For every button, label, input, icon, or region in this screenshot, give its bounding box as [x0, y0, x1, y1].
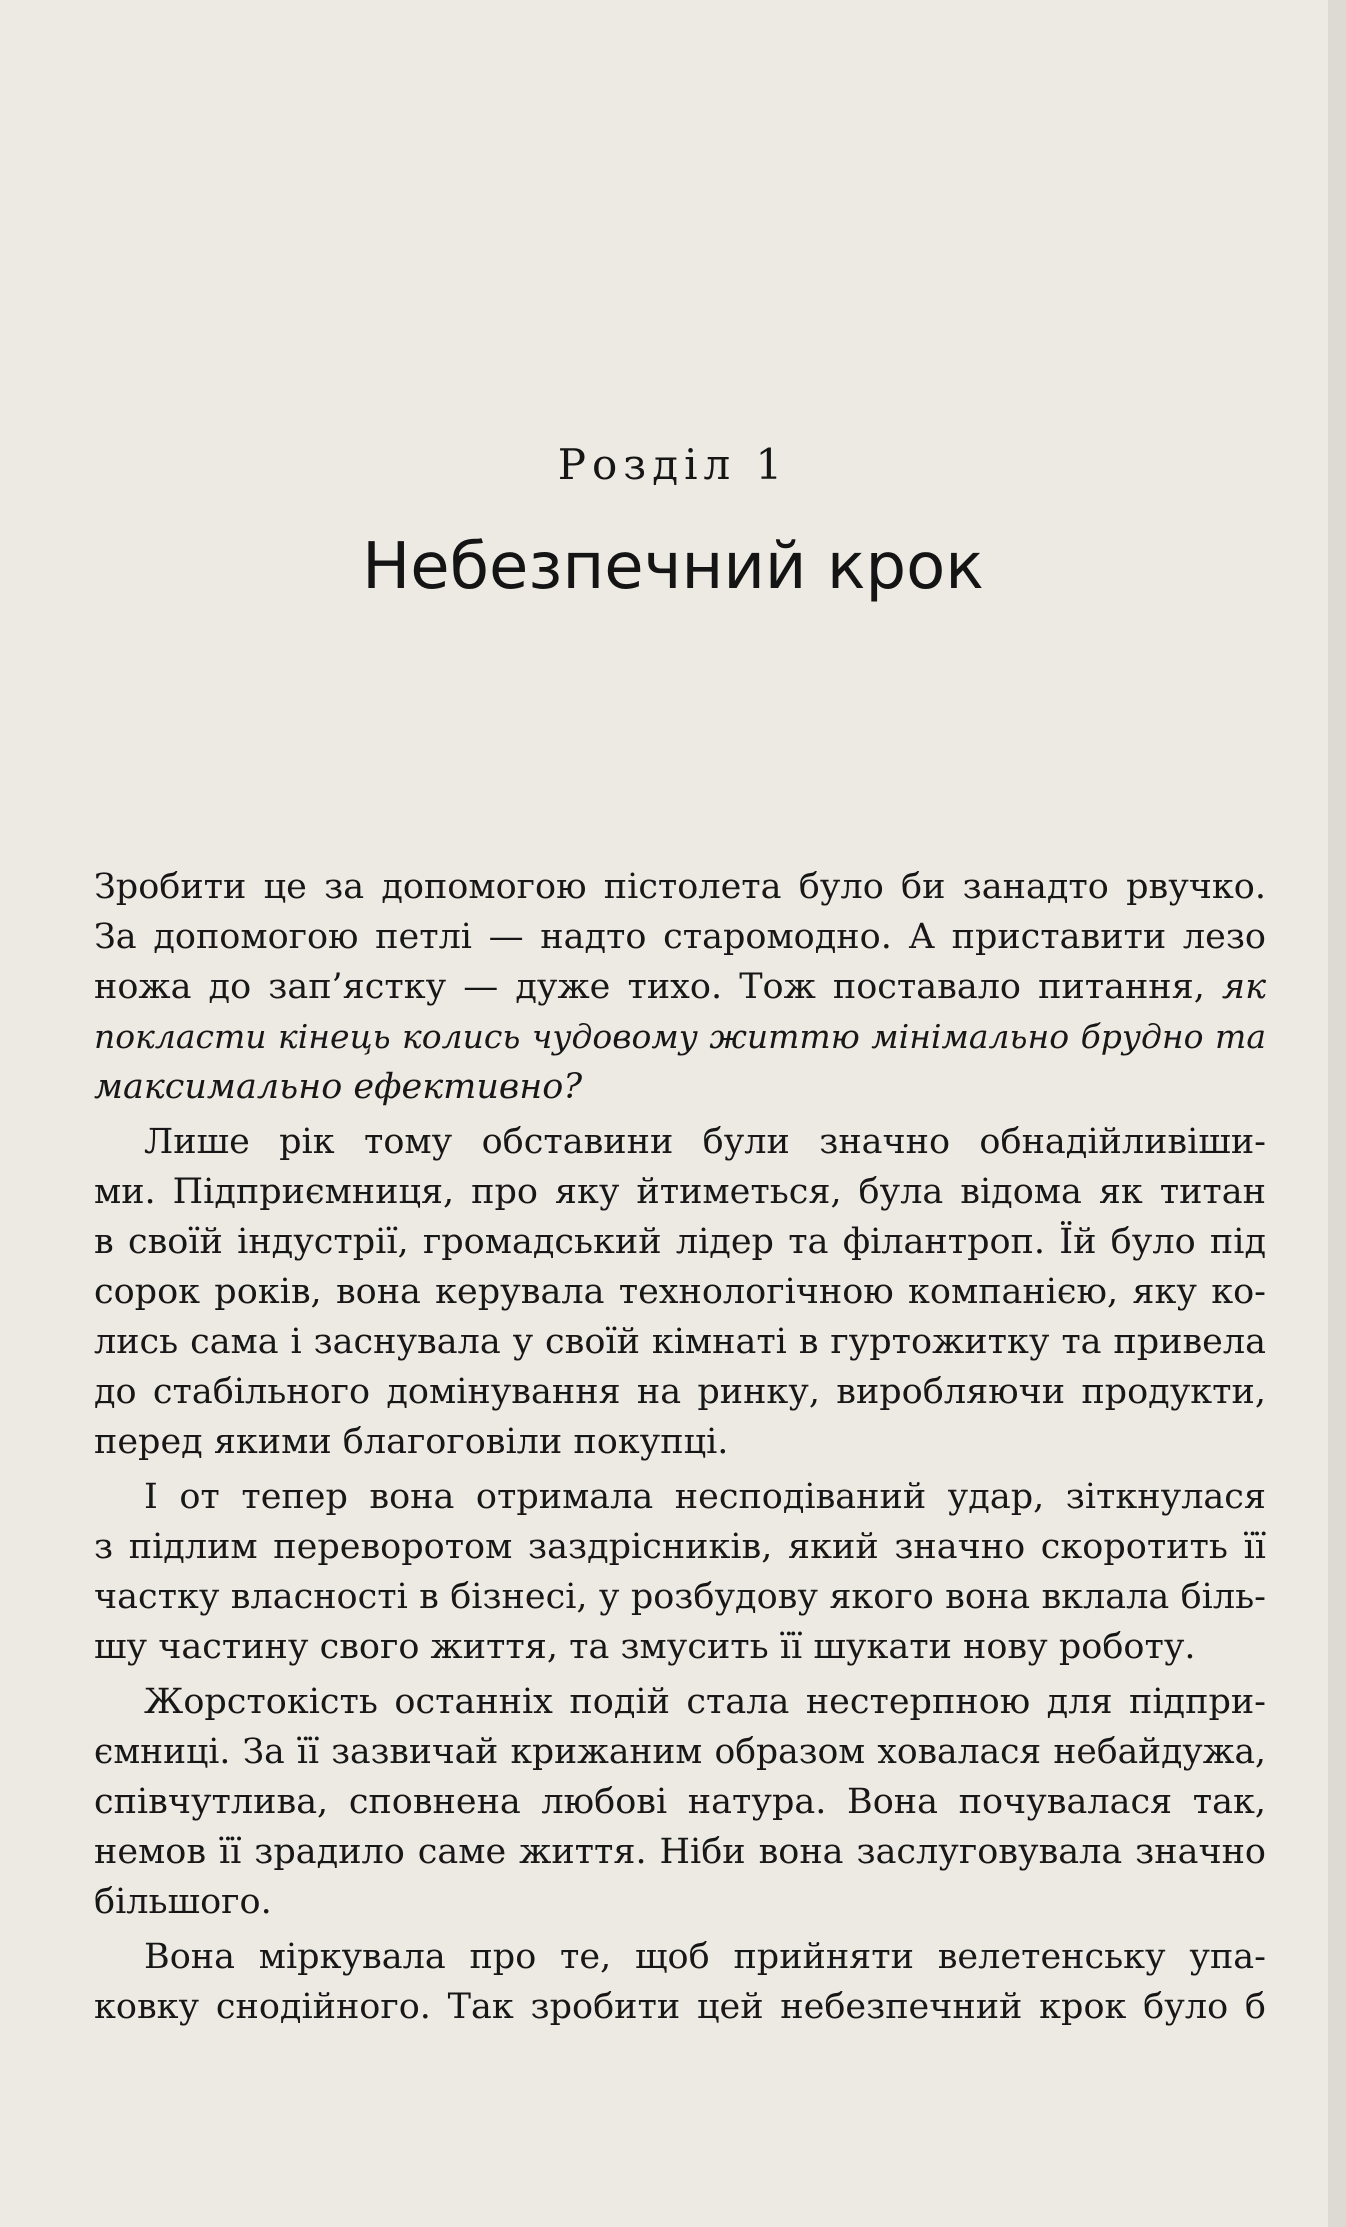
text-line: ємниці. За її зазвичай крижаним образом ховалася небайдужа,	[94, 1732, 1266, 1772]
text-line: шу частину свого життя, та змусить її шукати нову роботу.	[94, 1627, 1196, 1667]
text-line: Лише рік тому обставини були значно обнадійливіши-	[144, 1122, 1266, 1162]
text-line: Жорстокість останніх подій стала нестерпною для підпри-	[144, 1682, 1266, 1722]
text-line: немов її зрадило саме життя. Ніби вона заслуговувала значно	[94, 1832, 1266, 1872]
paragraph	[94, 1677, 1266, 1927]
text-line: сорок років, вона керувала технологічною компанією, яку ко-	[94, 1272, 1266, 1312]
text-line: з підлим переворотом заздрісників, який значно скоротить її	[94, 1527, 1266, 1567]
text-line: до стабільного домінування на ринку, виробляючи продукти,	[94, 1372, 1266, 1412]
text-line: частку власності в бізнесі, у розбудову якого вона вклала біль-	[94, 1577, 1266, 1617]
paragraph	[94, 1932, 1266, 2032]
text-line: перед якими благоговіли покупці.	[94, 1422, 729, 1462]
text-line: Вона міркувала про те, щоб прийняти велетенську упа-	[144, 1937, 1266, 1977]
text-line: За допомогою петлі — надто старомодно. А приставити лезо	[94, 917, 1266, 957]
text-line: ножа до зап’ястку — дуже тихо. Тож поставало питання, як	[94, 967, 1266, 1007]
text-line: ми. Підприємниця, про яку йтиметься, була відома як титан	[94, 1172, 1266, 1212]
text-line: в своїй індустрії, громадський лідер та філантроп. Їй було під	[94, 1222, 1266, 1262]
text-line: ковку снодійного. Так зробити цей небезпечний крок було б	[94, 1987, 1266, 2027]
paragraph	[94, 1117, 1266, 1467]
page-edge	[1328, 0, 1346, 2227]
text-line: лись сама і заснувала у своїй кімнаті в гуртожитку та привела	[94, 1322, 1266, 1362]
chapter-label: Розділ 1	[557, 440, 789, 489]
chapter-title: Небезпечний крок	[362, 530, 984, 604]
text-line: максимально ефективно?	[94, 1067, 583, 1107]
text-line: покласти кінець колись чудовому життю мінімально брудно та	[94, 1017, 1266, 1056]
text-line: співчутлива, сповнена любові натура. Вона почувалася так,	[94, 1782, 1266, 1822]
body-text	[94, 862, 1266, 2032]
text-line: більшого.	[94, 1882, 272, 1922]
paragraph	[94, 1472, 1266, 1672]
text-line: І от тепер вона отримала несподіваний удар, зіткнулася	[144, 1477, 1266, 1517]
paragraph	[94, 862, 1266, 1112]
text-line: Зробити це за допомогою пістолета було би занадто рвучко.	[94, 867, 1266, 907]
